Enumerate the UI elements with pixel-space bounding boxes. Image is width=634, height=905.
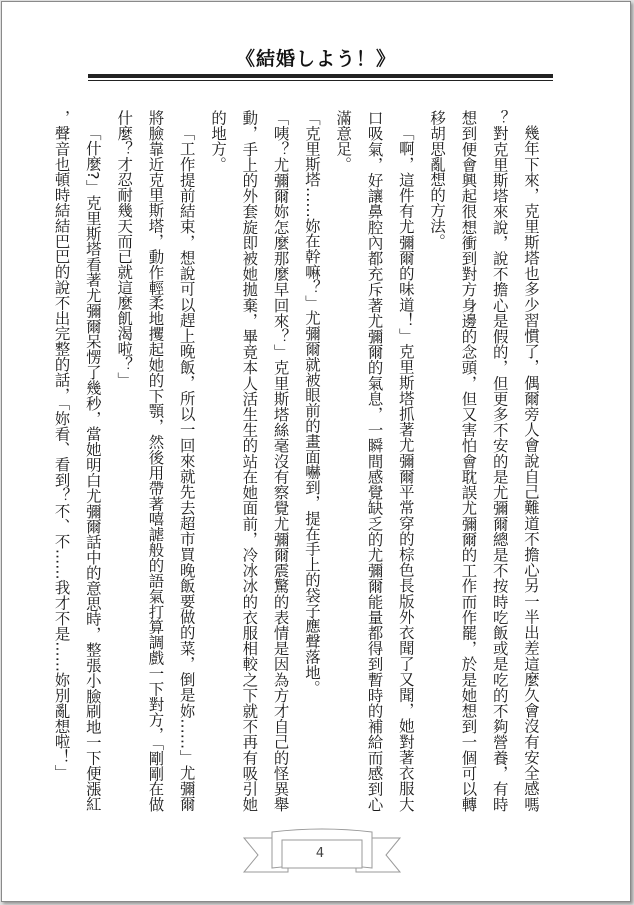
page-number: 4 [315, 846, 325, 861]
header-rule-thin [88, 80, 553, 81]
vertical-text-body [52, 110, 546, 812]
paragraph-5: 「工作提前結束，想說可以趕上晚飯，所以一回來就先去超市買晚飯要做的菜，倒是妳……」尤彌爾將臉靠近克里斯塔，動作輕柔地攫起她的下顎，然後用帶著嘻謔般的語氣打算調戲一下對方，「剛剛在做什麼？才忍耐幾天而已就這麼飢渴啦？」 [115, 110, 196, 812]
paragraph-6: 「什麼?」克里斯塔看著尤彌爾呆愣了幾秒，當她明白尤彌爾話中的意思時，整張小臉刷地一下便漲紅，聲音也頓時結結巴巴的說不出完整的話，「妳看、看到？不、不……我才不是……妳別亂想啦！」 [52, 110, 102, 812]
paragraph-2: 「啊，這件有尤彌爾的味道！」克里斯塔抓著尤彌爾平常穿的棕色長版外衣聞了又聞，她對著衣服大口吸氣，好讓鼻腔內都充斥著尤彌爾的氣息，一瞬間感覺缺乏的尤彌爾能量都得到暫時的補給而感到心滿意足。 [334, 110, 415, 812]
paragraph-1: 幾年下來，克里斯塔也多少習慣了，偶爾旁人會說自己難道不擔心另一半出差這麼久會沒有安全感嗎？對克里斯塔來說，說不擔心是假的，但更多不安的是尤彌爾總是不按時吃飯或是吃的不夠營養，有時想到便會興起很想衝到對方身邊的念頭，但又害怕會耽誤尤彌爾的工作而作罷，於是她想到一個可以轉移胡思亂想的方法。 [428, 110, 540, 812]
header-rule-thick [88, 74, 553, 78]
book-page [1, 1, 631, 902]
paragraph-4: 「咦？尤彌爾妳怎麼那麼早回來？」克里斯塔絲毫沒有察覺尤彌爾震驚的表情是因為方才自己的怪異舉動，手上的外套旋即被她拋棄，畢竟本人活生生的站在她面前，冷冰冰的衣服相較之下就不再有吸引她的地方。 [209, 110, 290, 812]
chapter-title: 《結婚しよう！》 [235, 48, 396, 70]
paragraph-3: 「克里斯塔……妳在幹嘛？」尤彌爾就被眼前的畫面嚇到，提在手上的袋子應聲落地。 [302, 110, 321, 696]
